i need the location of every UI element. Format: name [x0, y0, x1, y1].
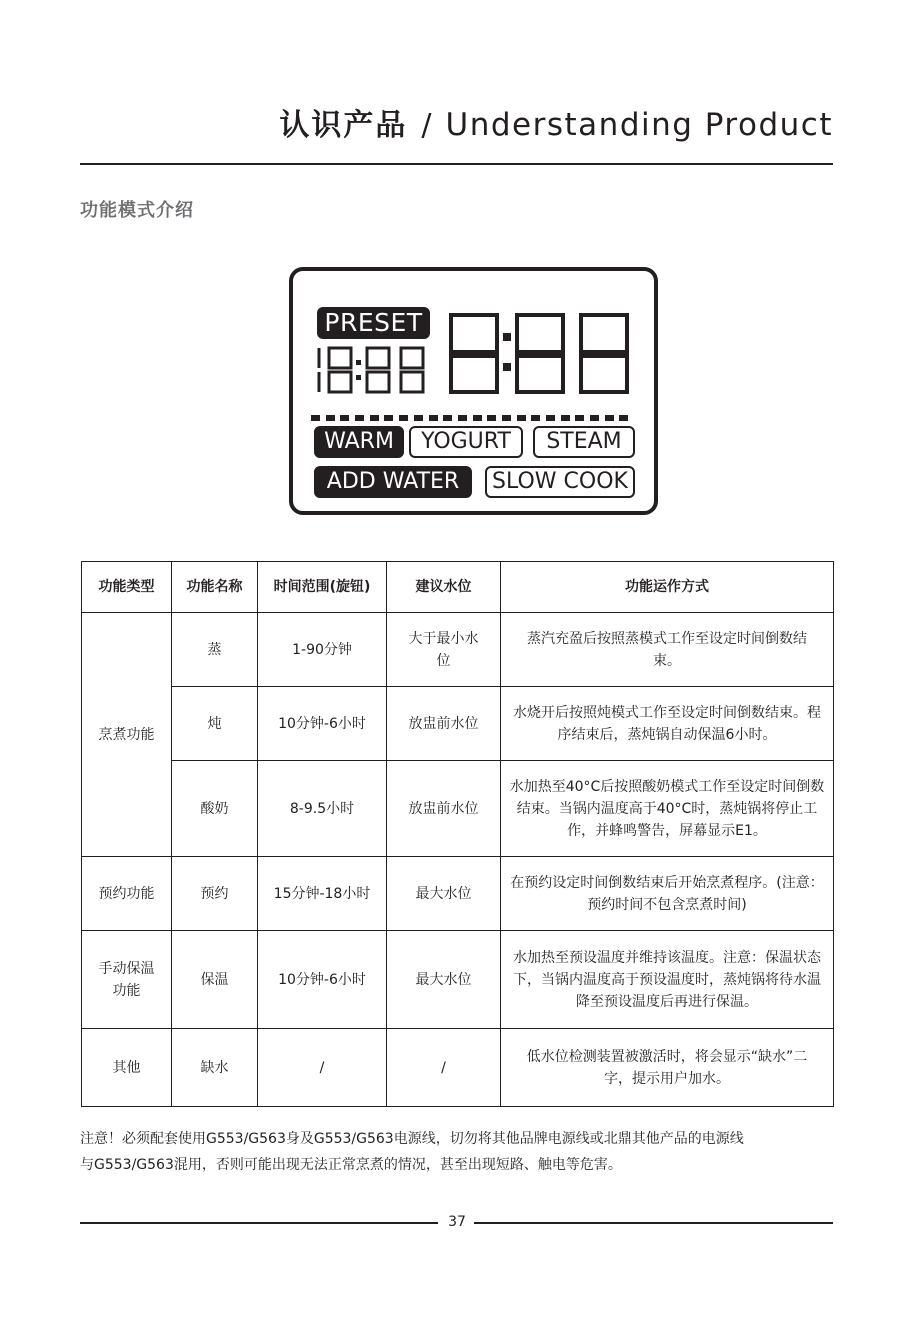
operation-cell: 水加热至预设温度并维持该温度。注意：保温状态下，当锅内温度高于预设温度时，蒸炖锅将待水温降至预设温度后再进行保温。: [501, 931, 834, 1029]
header-rule: [80, 163, 833, 165]
warning-note-line: 注意！必须配套使用G553/G563身及G553/G563电源线，切勿将其他品牌电源线或北鼎其他产品的电源线: [80, 1131, 744, 1147]
warning-note: [80, 1126, 840, 1178]
warning-note-line: 与G553/G563混用，否则可能出现无法正常烹煮的情况，甚至出现短路、触电等危害。: [80, 1157, 622, 1173]
mode-yogurt-indicator: YOGURT: [409, 426, 523, 458]
preset-indicator: PRESET: [317, 307, 430, 339]
table-row: [82, 613, 834, 687]
operation-cell: 水烧开后按照炖模式工作至设定时间倒数结束。程序结束后，蒸炖锅自动保温6小时。: [501, 687, 834, 761]
table-row: [82, 761, 834, 857]
page-number: 37: [448, 1214, 466, 1230]
function-type-cell: 手动保温功能: [82, 931, 172, 1029]
segment-divider: [311, 406, 637, 412]
header-time-range: 时间范围(旋钮): [258, 562, 387, 613]
footer-rule-left: [80, 1222, 438, 1224]
time-range-cell: 1-90分钟: [258, 613, 387, 687]
function-type-cell: 预约功能: [82, 857, 172, 931]
footer-rule-right: [474, 1222, 833, 1224]
title-separator: /: [421, 108, 432, 143]
mode-add-water-indicator: ADD WATER: [314, 466, 472, 498]
operation-cell: 低水位检测装置被激活时，将会显示“缺水”二字，提示用户加水。: [501, 1029, 834, 1107]
section-title: 功能模式介绍: [80, 200, 194, 221]
water-level-cell: /: [387, 1029, 501, 1107]
mode-slow-cook-indicator: SLOW COOK: [485, 466, 635, 498]
time-range-cell: /: [258, 1029, 387, 1107]
table-row: [82, 687, 834, 761]
operation-cell: 蒸汽充盈后按照蒸模式工作至设定时间倒数结束。: [501, 613, 834, 687]
water-level-cell: 最大水位: [387, 931, 501, 1029]
header-function-type: 功能类型: [82, 562, 172, 613]
title-en: Understanding Product: [445, 107, 833, 143]
function-name-cell: 保温: [172, 931, 258, 1029]
page-header: [80, 100, 833, 160]
function-name-cell: 酸奶: [172, 761, 258, 857]
water-level-cell: 放盅前水位: [387, 761, 501, 857]
mode-warm-indicator: WARM: [314, 426, 404, 458]
water-level-cell: 放盅前水位: [387, 687, 501, 761]
header-operation: 功能运作方式: [501, 562, 834, 613]
function-name-cell: 蒸: [172, 613, 258, 687]
function-name-cell: 炖: [172, 687, 258, 761]
function-type-cell: 其他: [82, 1029, 172, 1107]
function-table: [81, 561, 834, 1107]
large-digit-display: [445, 311, 635, 396]
time-range-cell: 15分钟-18小时: [258, 857, 387, 931]
table-row: [82, 857, 834, 931]
table-row: [82, 931, 834, 1029]
time-range-cell: 10分钟-6小时: [258, 931, 387, 1029]
title-zh: 认识产品: [279, 108, 408, 143]
mode-steam-indicator: STEAM: [533, 426, 635, 458]
table-row: [82, 1029, 834, 1107]
function-name-cell: 预约: [172, 857, 258, 931]
header-water-level: 建议水位: [387, 562, 501, 613]
header-function-name: 功能名称: [172, 562, 258, 613]
function-type-cell: 烹煮功能: [82, 613, 172, 857]
operation-cell: 在预约设定时间倒数结束后开始烹煮程序。(注意：预约时间不包含烹煮时间): [501, 857, 834, 931]
display-panel: [289, 267, 658, 515]
water-level-cell: 最大水位: [387, 857, 501, 931]
table-header-row: [82, 562, 834, 613]
function-name-cell: 缺水: [172, 1029, 258, 1107]
water-level-cell: 大于最小水位: [387, 613, 501, 687]
small-digit-display: [313, 344, 435, 396]
operation-cell: 水加热至40°C后按照酸奶模式工作至设定时间倒数结束。当锅内温度高于40°C时，蒸炖锅将停止工作，并蜂鸣警告，屏幕显示E1。: [501, 761, 834, 857]
time-range-cell: 8-9.5小时: [258, 761, 387, 857]
time-range-cell: 10分钟-6小时: [258, 687, 387, 761]
